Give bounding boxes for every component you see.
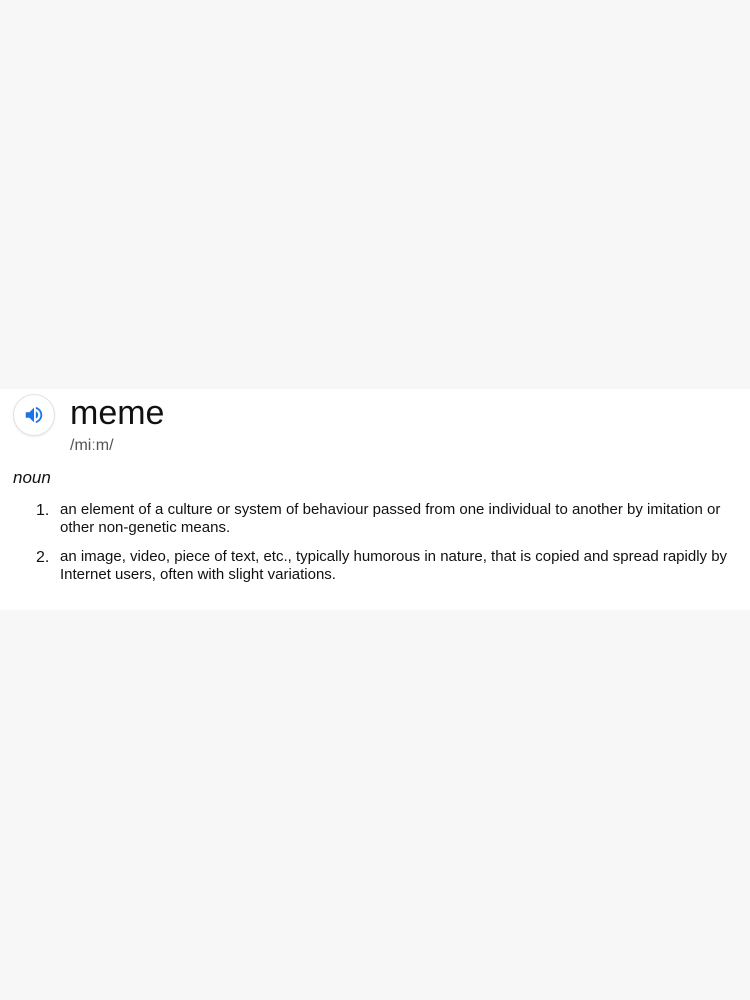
part-of-speech: noun <box>13 468 51 487</box>
speaker-icon <box>23 404 45 426</box>
definition-number: 2. <box>36 549 50 566</box>
phonetic-transcription: /miːm/ <box>70 437 114 454</box>
definition-list <box>0 501 750 595</box>
definition-number: 1. <box>36 502 50 519</box>
definition-text: an element of a culture or system of behaviour passed from one individual to another by imitation or other non-genetic means. <box>60 501 721 536</box>
definition-card <box>0 389 750 610</box>
pronounce-button[interactable] <box>13 394 55 436</box>
definition-text: an image, video, piece of text, etc., typically humorous in nature, that is copied and spread rapidly by Internet users, often with slight variations. <box>60 548 728 583</box>
headword: meme <box>70 394 165 432</box>
definition-item <box>0 501 750 537</box>
definition-item <box>0 548 750 584</box>
